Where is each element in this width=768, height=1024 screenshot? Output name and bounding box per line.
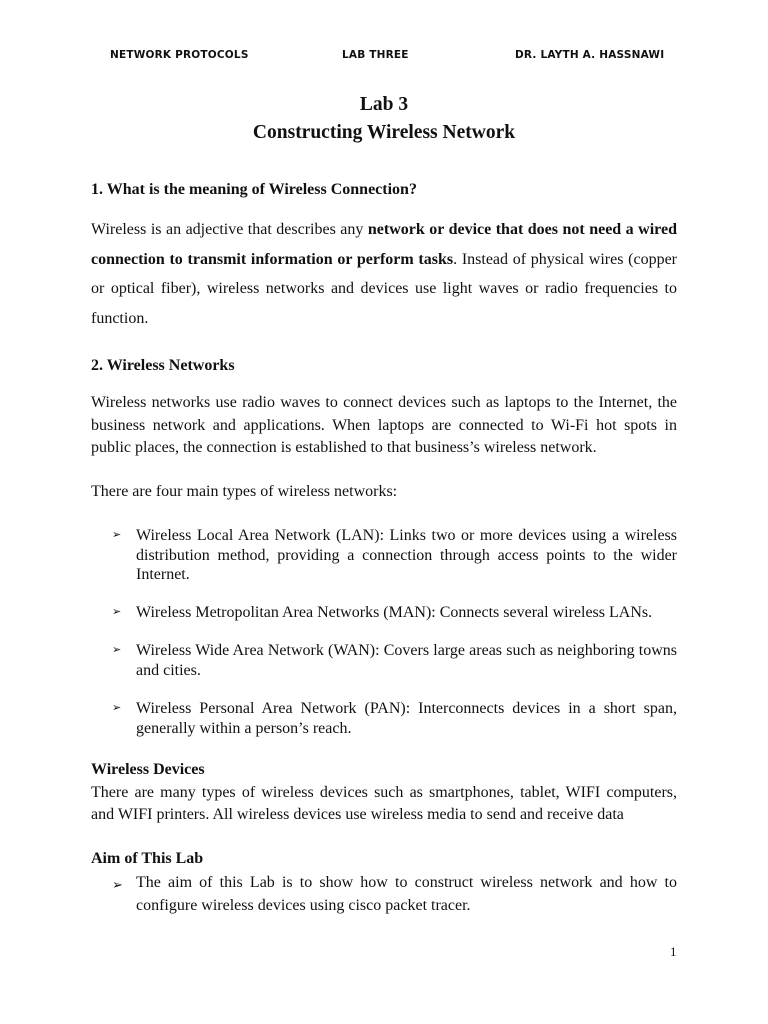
section1-text-b: . Instead of physical wires (copper or optical fiber), wireless networks and devices use light waves or radio frequencies to function.: [91, 250, 677, 327]
arrow-bullet-icon: ➢: [112, 644, 122, 656]
aim-heading: Aim of This Lab: [91, 850, 204, 867]
section1-text-bold: network or device that does not need a wired connection to transmit information or perform tasks: [91, 221, 677, 268]
section2-intro: There are four main types of wireless networks:: [91, 483, 398, 500]
header-lab: LAB THREE: [342, 49, 409, 61]
lab-title: Constructing Wireless Network: [252, 122, 516, 143]
list-item-text: Wireless Local Area Network (LAN): Links two or more devices using a wireless distribution method, providing a connection through access points to the wider Internet.: [136, 527, 677, 583]
header-author: DR. LAYTH A. HASSNAWI: [515, 49, 665, 61]
arrow-bullet-icon: ➢: [112, 702, 122, 714]
arrow-bullet-icon: ➢: [112, 877, 123, 892]
devices-paragraph: There are many types of wireless devices such as smartphones, tablet, WIFI computers, and WIFI printers. All wireless devices use wireless media to send and receive data: [91, 784, 677, 823]
list-item: [112, 699, 677, 738]
section1-text-a: Wireless is an adjective that describes any: [91, 221, 368, 238]
section2-heading: 2. Wireless Networks: [91, 357, 235, 374]
list-item-text: Wireless Metropolitan Area Networks (MAN): Connects several wireless LANs.: [136, 604, 653, 621]
list-item: [112, 641, 677, 680]
lab-number-title: Lab 3: [359, 94, 409, 115]
list-item: [112, 603, 677, 623]
section1-paragraph: [91, 215, 677, 333]
list-item-text: Wireless Personal Area Network (PAN): Interconnects devices in a short span, generally within a person’s reach.: [136, 700, 677, 737]
section2-paragraph: Wireless networks use radio waves to connect devices such as laptops to the Internet, the business network and applications. When laptops are connected to Wi-Fi hot spots in public places, the connection is established to that business’s wireless network.: [91, 394, 677, 456]
devices-heading: Wireless Devices: [91, 761, 205, 778]
aim-item: [112, 872, 677, 917]
header-course: NETWORK PROTOCOLS: [110, 49, 249, 61]
arrow-bullet-icon: ➢: [112, 529, 122, 541]
arrow-bullet-icon: ➢: [112, 606, 122, 618]
page-number: 1: [670, 944, 677, 959]
aim-text: The aim of this Lab is to show how to construct wireless network and how to configure wireless devices using cisco packet tracer.: [136, 874, 677, 914]
section1-heading: 1. What is the meaning of Wireless Connection?: [91, 181, 417, 198]
list-item: [112, 526, 677, 585]
list-item-text: Wireless Wide Area Network (WAN): Covers large areas such as neighboring towns and cities.: [136, 642, 677, 679]
